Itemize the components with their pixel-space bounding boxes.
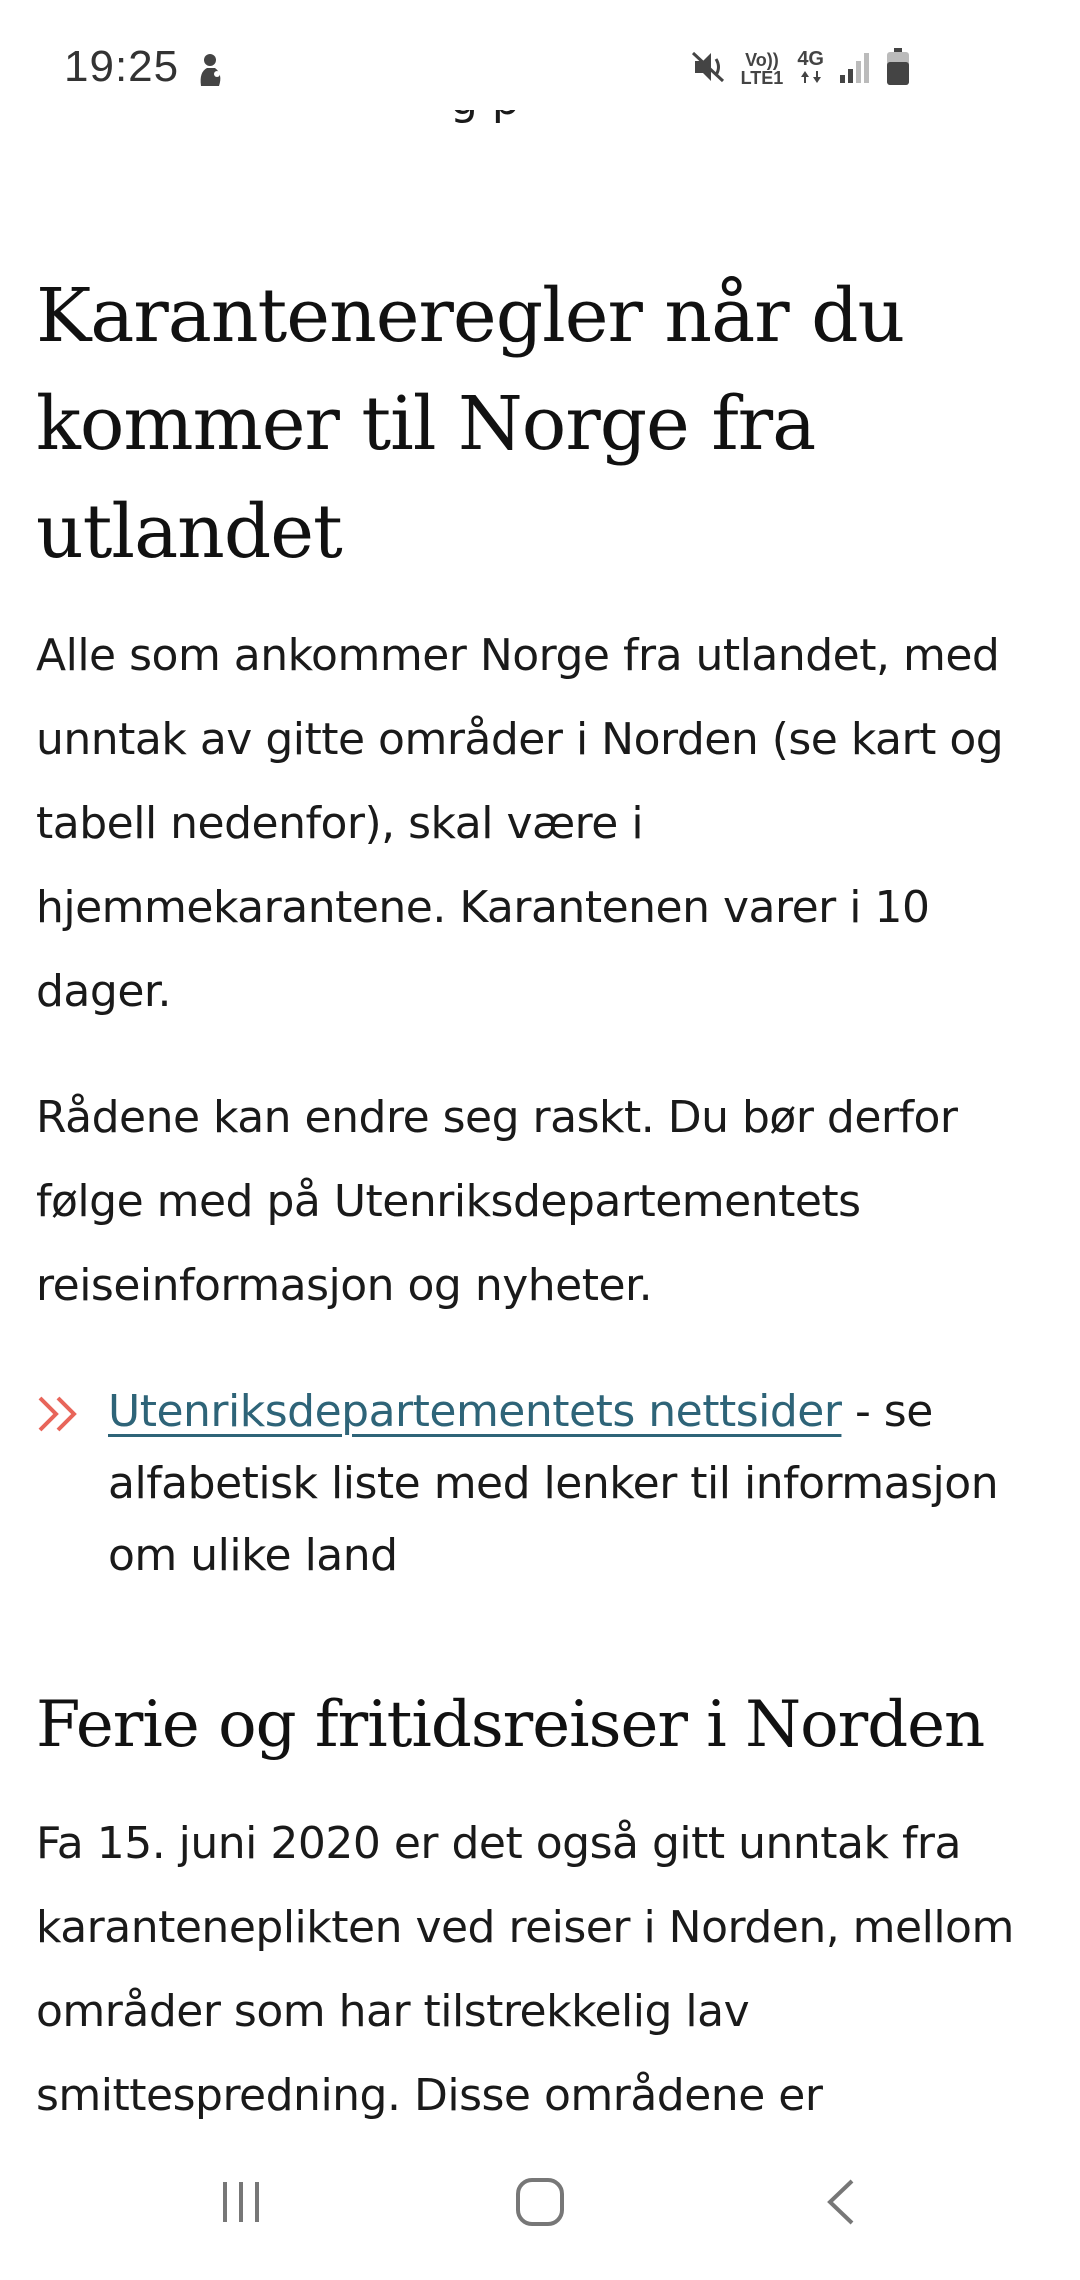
- battery-icon: [886, 48, 910, 90]
- section-heading: Ferie og fritidsreiser i Norden: [36, 1688, 985, 1762]
- navigation-bar: [0, 2128, 1080, 2280]
- home-button[interactable]: [440, 2128, 640, 2280]
- ud-website-link[interactable]: Utenriksdepartementets nettsider: [108, 1386, 842, 1437]
- link-suffix: - se alfabetisk liste med lenker til informasjon om ulike land: [108, 1386, 999, 1581]
- signal-icon: [838, 49, 872, 89]
- paragraph-advice: Rådene kan endre seg raskt. Du bør derfor følge med på Utenriksdepartementets reiseinformasjon og nyheter.: [36, 1092, 958, 1311]
- article-heading: Karanteneregler når du kommer til Norge fra utlandet: [36, 273, 905, 575]
- volte-top: Vo)): [745, 50, 779, 70]
- clipped-text-remnant: [0, 108, 1080, 128]
- link-item: [36, 1376, 1046, 1592]
- network-type: 4G: [797, 48, 824, 70]
- back-button[interactable]: [740, 2128, 940, 2280]
- paragraph-intro: Alle som ankommer Norge fra utlandet, med unntak av gitte områder i Norden (se kart og tabell nedenfor), skal være i hjemmekarantene. Karantenen varer i 10 dager.: [36, 630, 1004, 1017]
- volte-bottom: LTE1: [740, 68, 784, 88]
- person-icon: [195, 52, 225, 92]
- link-description: [108, 1376, 1046, 1592]
- status-bar: [0, 0, 1080, 110]
- back-icon: [822, 2177, 858, 2231]
- status-time: 19:25: [64, 42, 180, 91]
- status-icons: [691, 48, 910, 90]
- paragraph-nordic: Fa 15. juni 2020 er det også gitt unntak fra karanteneplikten ved reiser i Norden, mellom områder som har tilstrekkelig lav smittespredning. Disse områdene er: [36, 1818, 1014, 2121]
- home-icon: [514, 2176, 566, 2232]
- network-indicator: [797, 49, 824, 89]
- recent-apps-button[interactable]: [142, 2128, 342, 2280]
- mute-icon: [691, 49, 727, 89]
- double-chevron-right-icon: [36, 1376, 108, 1592]
- data-arrows-icon: [799, 68, 823, 90]
- volte-indicator: [741, 51, 784, 87]
- recent-apps-icon: [217, 2180, 267, 2228]
